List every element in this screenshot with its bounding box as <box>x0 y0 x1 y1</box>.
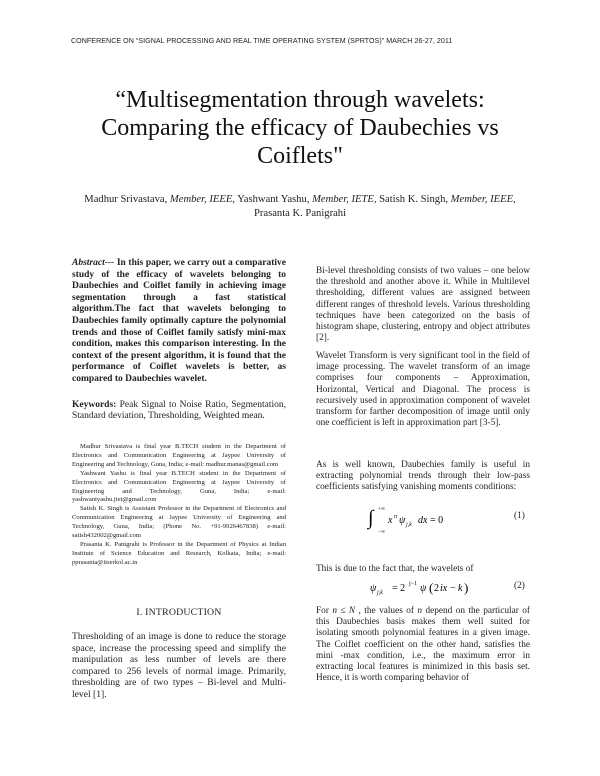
author-line-1 <box>50 193 550 207</box>
svg-text:2: 2 <box>434 583 439 594</box>
svg-text:n: n <box>394 514 397 520</box>
paper-title <box>60 86 540 170</box>
paragraph-wavelets-of: This is due to the fact that, the wavelets of <box>316 564 474 574</box>
svg-text:): ) <box>464 580 469 595</box>
lower-limit: −∞ <box>378 529 386 535</box>
svg-text:j,k: j,k <box>406 522 412 528</box>
author-note: Satish K. Singh is Assistant Professor in the Department of Electronics and Communication Engineering at Jaypee University of Engineering and Technology, Guna, India; (Phone No. +91-9926467838) e-mail: satish432002@gmail.com <box>72 505 286 540</box>
intro-paragraph: Thresholding of an image is done to reduce the storage space, increase the processing speed and simplify the manipulation as less number of levels are there compared to 256 levels of normal image. Primarily, thresholding are of two types – Bi-level and Multi-level [1]. <box>72 631 286 700</box>
integrand: x <box>388 515 393 526</box>
svg-text:j−1: j−1 <box>409 581 418 587</box>
abstract-label: Abstract--- <box>72 258 115 268</box>
section-heading: I. INTRODUCTION <box>136 607 222 618</box>
title-line-1: “Multisegmentation through wavelets: <box>115 87 485 113</box>
paragraph-thresholding: Bi-level thresholding consists of two values – one below the threshold and another above it. While in Multilevel thresholding, different values are assigned between different ranges of threshold levels. Various thresholding techniques have been categorized on the basis of histogram shape, clustering, entropy and object attributes [2]. <box>316 266 530 344</box>
keywords-label: Keywords: <box>72 400 117 410</box>
equation-2 <box>368 573 488 599</box>
author-note: Madhur Srivastava is final year B.TECH student in the Department of Electronics and Communication Engineering at Jaypee University of Engineering and Technology, Guna, India; e-mail: madhur.manas@gmail.com <box>72 443 286 468</box>
author-notes <box>72 443 286 568</box>
paragraph-coiflet: For n ≤ N , the values of n depend on the particular of this Daubechies basis makes them well suited for isolating smooth polynomial features in a given image. The Coiflet coefficient on the other hand, satisfies the mini -max condition, i.e., the maximum error in extracting local features is minimized in this basis set. Hence, it is worth comparing behavior of <box>316 606 531 684</box>
paragraph-wavelet: Wavelet Transform is very significant tool in the field of image processing. The wavelet transform of an image comprises four components – Approximation, Horizontal, Vertical and Diagonal. The process is recursively used in approximation component of wavelet transform for farther decomposition of image until only one coefficient is left in approximation part [3-5]. <box>316 351 530 429</box>
author-line-2: Prasanta K. Panigrahi <box>253 208 347 219</box>
svg-text:= 2: = 2 <box>392 583 406 594</box>
author-note: Prasanta K. Panigrahi is Professor in the Department of Physics at Indian Institute of Science Education and Research, Kolkata, India; e-mail: pprasanta@iiserkol.ac.in <box>72 540 286 566</box>
svg-text:= 0: = 0 <box>430 515 444 526</box>
upper-limit: +∞ <box>378 506 386 512</box>
abstract <box>72 258 286 386</box>
author-affiliation: Member, IEEE, <box>450 194 516 205</box>
author-name: Satish K. Singh, <box>376 194 451 205</box>
svg-text:−: − <box>450 583 456 594</box>
svg-text:dx: dx <box>418 515 428 526</box>
title-line-3: Coiflets" <box>257 143 343 169</box>
abstract-text: In this paper, we carry out a comparative study of the efficacy of wavelets belonging to Daubechies and Coiflet family in achieving image segmentation through a fast statistical algorithm.The fact that wavelets belonging to Daubechies family optimally capture the polynomial trends and those of Coiflet family satisfy mini-max condition, makes this comparison interesting. In the context of the present algorithm, it is found that the performance of Coiflet wavelets is better, as compared to Daubechies wavelet. <box>72 258 286 384</box>
equation-2-number: (2) <box>514 581 525 591</box>
equation-1 <box>366 502 476 536</box>
svg-text:(: ( <box>429 580 434 595</box>
svg-text:j,k: j,k <box>377 590 383 596</box>
equation-1-number: (1) <box>514 511 525 521</box>
author-list <box>50 193 550 221</box>
svg-text:ψ: ψ <box>370 583 377 594</box>
keywords <box>72 400 286 423</box>
author-note: Yashwant Yashu is final year B.TECH student in the Department of Electronics and Communication Engineering at Jaypee University of Engineering and Technology, Guna, India; e-mail: yashwantyashu.jiet@gmail.com <box>72 469 286 504</box>
paragraph-daubechies: As is well known, Daubechies family is useful in extracting polynomial trends through their low-pass coefficients satisfying vanishing moments conditions: <box>316 460 530 493</box>
integral-sign: ∫ <box>368 507 374 529</box>
svg-text:ψ: ψ <box>399 515 406 526</box>
author-name: Madhur Srivastava, <box>84 194 170 205</box>
svg-text:ix: ix <box>440 583 448 594</box>
author-affiliation: Member, IETE, <box>312 194 377 205</box>
author-affiliation: Member, IEEE, <box>169 194 235 205</box>
title-line-2: Comparing the efficacy of Daubechies vs <box>101 115 499 141</box>
svg-text:k: k <box>458 583 463 594</box>
svg-text:ψ: ψ <box>420 583 427 594</box>
keywords-text: Peak Signal to Noise Ratio, Segmentation, Standard deviation, Thresholding, Weighted mean. <box>72 400 286 422</box>
author-name: Yashwant Yashu, <box>234 194 313 205</box>
conference-header: CONFERENCE ON “SIGNAL PROCESSING AND REAL TIME OPERATING SYSTEM (SPRTOS)” MARCH 26-27, 2011 <box>71 37 453 45</box>
